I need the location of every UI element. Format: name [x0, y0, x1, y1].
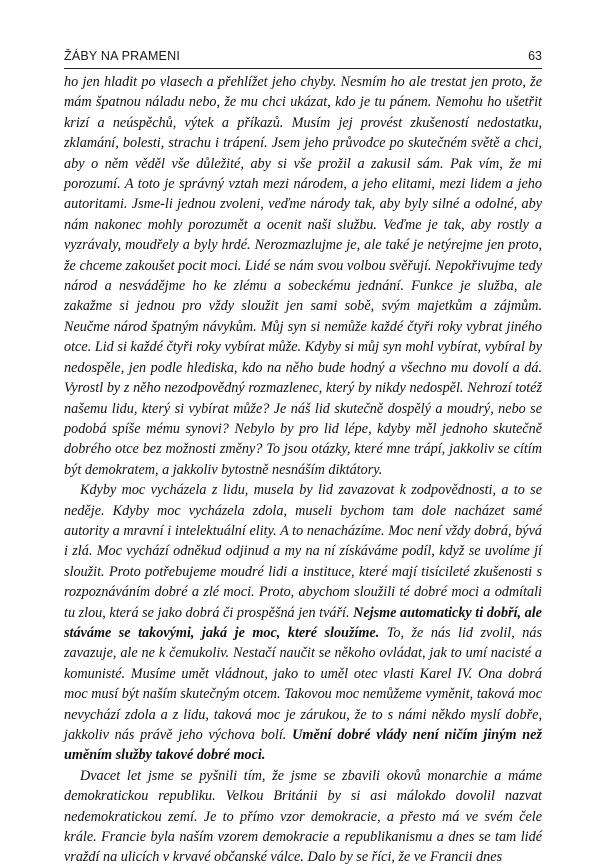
- paragraph-2-emphasis-1: Nejsme automaticky ti dobří, ale stáváme se takovými, jaká je moc, které sloužíme.: [64, 604, 542, 641]
- running-header-title: ŽÁBY NA PRAMENI: [64, 49, 180, 63]
- paragraph-1-text: ho jen hladit po vlasech a přehlížet jeho chyby. Nesmím ho ale trestat jen proto, že mám špatnou náladu nebo, že mu chci ukázat, kdo je tu pánem. Nemohu ho ušetřit krizí a neúspěchů, výtek a příkazů. Musím jej provést zkušeností nedostatku, zklamání, bolesti, strachu i trápení. Jsem jeho průvodce po skutečném světě a chci, aby o něm věděl vše důležité, aby si vše prožil a zakusil sám. Pak vím, že mi porozumí. A toto je správný vztah mezi národem, a jeho elitami, mezi lidem a jeho autoritami. Jsme-li jednou zvoleni, veďme národy tak, aby byly silné a odolné, aby nám nakonec mohly porozumět a ocenit naši službu. Veďme je tak, aby rostly a vyzrávaly, moudřely a byly hrdé. Nerozmazlujme je, ale také je netýrejme jen proto, že chceme zakoušet pocit moci. Lidé se nám svou volbou svěřují. Nepokřivujme tedy národ a nesvádějme ho ke zlému a sobeckému jednání. Funkce je služba, ale zakažme si jednou pro vždy sloužit jen sami sobě, svým majetkům a zájmům. Neučme národ špatným návykům. Můj syn si nemůže každé čtyři roky vybrat jiného otce. Lid si každé čtyři roky vybírat může. Kdyby si můj syn mohl vybírat, vybíral by nedospěle, jen podle hlediska, kdo na něho bude hodný a všechno mu dovolí a dá. Vyrostl by z něho nezodpovědný rozmazlenec, který by nikdy nedospěl. Nehrozí totéž našemu lidu, který si vybírat může? Je náš lid skutečně dospělý a moudrý, nebo se podobá spíše mému synovi? Nebylo by pro lid lépe, kdyby měl jednoho skutečně dobrého otce bez možnosti změny? To jsou otázky, které mne trápí, jakkoliv se cítím být demokratem, a jakkoliv bytostně nesnáším diktátory.: [64, 74, 542, 478]
- running-header: [64, 49, 542, 67]
- body-text: [64, 72, 542, 868]
- paragraph-2-text-a: Kdyby moc vycházela z lidu, musela by lid zavazovat k zodpovědnosti, a to se neděje. Kdyby moc vycházela zdola, museli bychom tam dole nacházet samé autority a mravní i intelektuální elity. A to nenacházíme. Moc není vždy dobrá, bývá i zlá. Moc vychází odněkud odjinud a my na ní získáváme podíl, když se uvolíme jí sloužit. Proto potřebujeme moudré lidi a instituce, které mají tisícileté zkušenosti s rozpoznáváním dobré a zlé moci. Proto, abychom sloužili té dobré moci a odmítali tu zlou, která se jako dobrá či prospěšná jen tváří.: [64, 482, 542, 621]
- header-rule: [64, 68, 542, 69]
- paragraph-2-emphasis-2: Umění dobré vlády není ničím jiným než uměním služby takové dobré moci.: [64, 727, 542, 764]
- page-number: 63: [528, 49, 542, 63]
- paragraph-2-text-b: To, že nás lid zvolil, nás zavazuje, ale ne k čemukoliv. Nestačí naučit se někoho ovládat, jak to umí nacisté a komunisté. Musíme umět vládnout, jako to uměl otec vlasti Karel IV. Ona dobrá moc musí být naším skutečným otcem. Takovou moc nemůžeme vyměnit, taková moc nevychází zdola a z lidu, taková moc je zárukou, že to s námi někdo myslí dobře, jakkoliv nás právě jeho výchova bolí.: [64, 624, 542, 743]
- paragraph-3: [64, 766, 542, 868]
- paragraph-2: [64, 480, 542, 766]
- paragraph-3-text: Dvacet let jsme se pyšnili tím, že jsme se zbavili okovů monarchie a máme demokratickou republiku. Velkou Británii by si asi málokdo dovolil nazvat nedemokratickou zemí. Je to přímo vzor demokracie, a přesto má ve svém čele krále. Francie byla naším vzorem demokracie a republikanismu a dnes se tam lidé vraždí na ulicích v krvavé občanské válce. Dalo by se říci, že ve Francii dnes: [64, 767, 542, 866]
- paragraph-1: [64, 72, 542, 480]
